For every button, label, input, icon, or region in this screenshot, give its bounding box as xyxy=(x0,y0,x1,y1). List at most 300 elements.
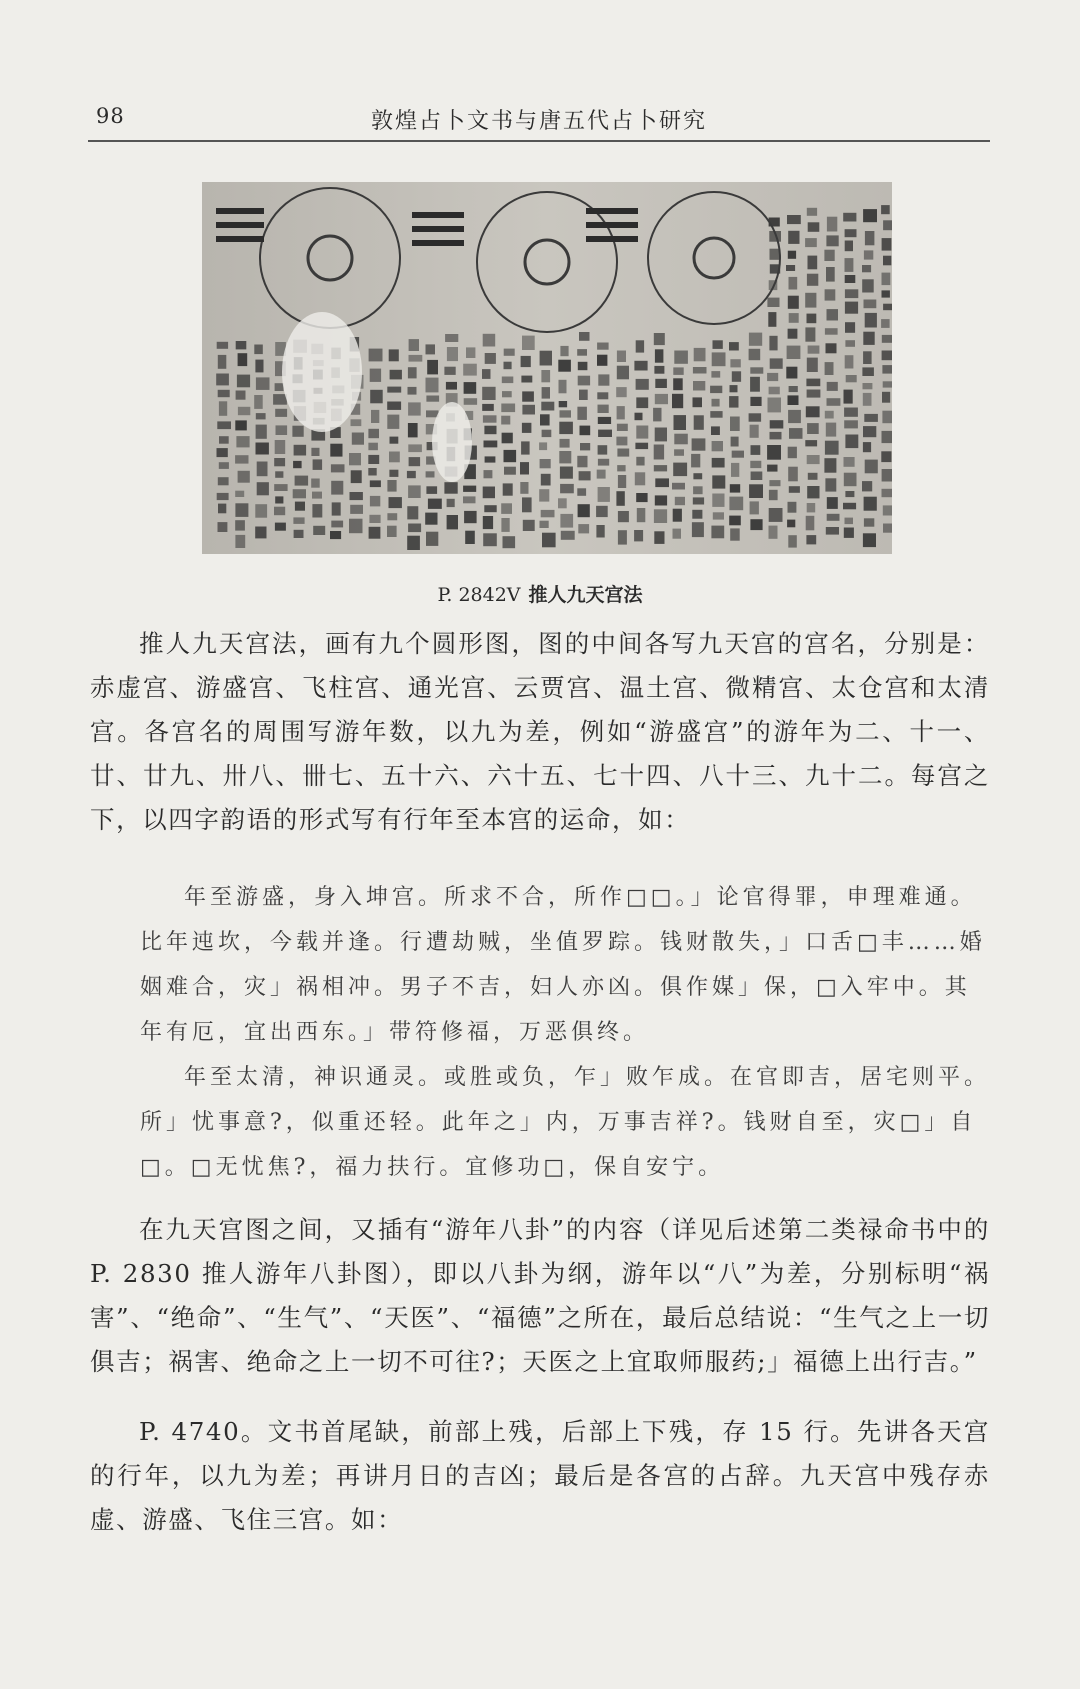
manuscript-glyph xyxy=(654,465,667,471)
manuscript-glyph xyxy=(463,486,476,492)
manuscript-glyph xyxy=(825,289,836,300)
manuscript-glyph xyxy=(788,231,799,244)
manuscript-glyph xyxy=(387,415,399,429)
manuscript-glyph xyxy=(444,482,457,494)
manuscript-glyph xyxy=(863,332,874,345)
manuscript-glyph xyxy=(806,379,820,387)
manuscript-glyph xyxy=(881,205,890,214)
manuscript-glyph xyxy=(522,405,535,415)
manuscript-glyph xyxy=(408,444,422,452)
manuscript-glyph xyxy=(256,377,270,390)
manuscript-glyph xyxy=(541,510,555,517)
manuscript-glyph xyxy=(826,267,835,282)
manuscript-glyph xyxy=(863,393,872,406)
manuscript-glyph xyxy=(578,362,588,370)
manuscript-glyph xyxy=(235,491,244,497)
manuscript-glyph xyxy=(808,473,818,480)
manuscript-glyph xyxy=(789,386,798,392)
manuscript-glyph xyxy=(786,265,795,271)
manuscript-glyph xyxy=(865,313,877,328)
manuscript-glyph xyxy=(235,455,248,463)
manuscript-glyph xyxy=(255,360,263,373)
manuscript-glyph xyxy=(864,300,877,309)
manuscript-glyph xyxy=(218,477,229,485)
manuscript-glyph xyxy=(368,455,379,464)
manuscript-glyph xyxy=(616,387,627,397)
manuscript-glyph xyxy=(617,351,626,363)
manuscript-glyph xyxy=(501,416,510,425)
manuscript-glyph xyxy=(881,319,890,328)
manuscript-glyph xyxy=(504,450,517,462)
manuscript-glyph xyxy=(750,501,759,514)
manuscript-glyph xyxy=(218,355,227,369)
manuscript-glyph xyxy=(236,391,246,400)
manuscript-glyph xyxy=(845,275,856,283)
manuscript-glyph xyxy=(447,347,458,361)
manuscript-glyph xyxy=(294,530,304,538)
manuscript-glyph xyxy=(522,423,532,433)
manuscript-glyph xyxy=(559,401,567,407)
manuscript-glyph xyxy=(751,472,763,481)
manuscript-glyph xyxy=(750,397,761,406)
manuscript-glyph xyxy=(237,375,250,388)
manuscript-glyph xyxy=(483,533,497,546)
manuscript-glyph xyxy=(827,514,840,521)
manuscript-glyph xyxy=(767,465,777,472)
manuscript-glyph xyxy=(864,414,878,422)
manuscript-glyph xyxy=(218,522,228,532)
running-header xyxy=(88,100,990,142)
manuscript-glyph xyxy=(596,525,604,538)
manuscript-glyph xyxy=(673,367,683,375)
manuscript-glyph xyxy=(881,451,891,462)
manuscript-glyph xyxy=(807,503,816,512)
manuscript-glyph xyxy=(883,256,891,266)
manuscript-glyph xyxy=(863,209,877,222)
body-paragraph: P. 4740。文书首尾缺，前部上残，后部上下残，存 15 行。先讲各天宫的行年，以九为差；再讲月日的吉凶；最后是各宫的占辞。九天宫中残存赤虚、游盛、飞住三宫。如： xyxy=(90,1417,990,1534)
manuscript-glyph xyxy=(501,503,512,514)
manuscript-glyph xyxy=(466,347,475,358)
manuscript-glyph xyxy=(501,404,515,413)
manuscript-glyph xyxy=(636,493,647,502)
manuscript-glyph xyxy=(598,445,608,454)
manuscript-glyph xyxy=(217,448,228,457)
manuscript-glyph xyxy=(767,373,778,381)
manuscript-glyph xyxy=(447,499,455,507)
manuscript-glyph xyxy=(292,426,303,437)
manuscript-glyph xyxy=(729,396,738,408)
manuscript-glyph xyxy=(788,251,796,259)
manuscript-glyph xyxy=(387,513,397,520)
manuscript-glyph xyxy=(693,497,704,504)
manuscript-glyph xyxy=(731,437,739,447)
manuscript-glyph xyxy=(275,383,284,391)
manuscript-glyph xyxy=(426,532,438,546)
manuscript-glyph xyxy=(257,462,268,477)
manuscript-glyph xyxy=(692,438,706,450)
manuscript-glyph xyxy=(883,524,892,533)
manuscript-glyph xyxy=(882,238,892,251)
manuscript-glyph xyxy=(370,390,383,404)
manuscript-glyph xyxy=(539,442,547,450)
manuscript-glyph xyxy=(294,445,307,456)
manuscript-illustration xyxy=(202,182,892,554)
manuscript-glyph xyxy=(824,458,836,473)
manuscript-glyph xyxy=(446,382,457,390)
manuscript-glyph xyxy=(254,345,262,355)
manuscript-glyph xyxy=(523,520,535,531)
manuscript-glyph xyxy=(711,426,720,435)
manuscript-glyph xyxy=(750,519,762,530)
manuscript-glyph xyxy=(654,445,664,460)
manuscript-glyph xyxy=(674,351,688,364)
manuscript-glyph xyxy=(882,290,890,297)
manuscript-glyph xyxy=(276,425,288,435)
manuscript-glyph xyxy=(730,528,740,540)
manuscript-glyph xyxy=(788,535,797,547)
manuscript-glyph xyxy=(807,423,819,434)
manuscript-glyph xyxy=(863,442,871,452)
manuscript-glyph xyxy=(407,506,418,519)
manuscript-glyph xyxy=(843,213,856,222)
manuscript-glyph xyxy=(369,349,383,362)
manuscript-glyph xyxy=(788,467,798,482)
manuscript-glyph xyxy=(806,535,816,544)
manuscript-glyph xyxy=(485,353,496,364)
manuscript-glyph xyxy=(729,497,743,511)
manuscript-glyph xyxy=(218,504,226,514)
manuscript-glyph xyxy=(844,390,853,404)
manuscript-glyph xyxy=(711,526,724,539)
manuscript-glyph xyxy=(389,470,398,477)
manuscript-glyph xyxy=(579,471,591,480)
manuscript-glyph xyxy=(330,531,341,539)
manuscript-glyph xyxy=(368,443,378,451)
manuscript-glyph xyxy=(788,395,799,405)
manuscript-glyph xyxy=(368,468,376,476)
manuscript-glyph xyxy=(767,445,781,460)
manuscript-glyph xyxy=(845,302,858,314)
manuscript-glyph xyxy=(542,430,552,437)
manuscript-glyph xyxy=(275,523,286,531)
manuscript-glyph xyxy=(749,349,761,360)
manuscript-glyph xyxy=(655,394,668,404)
manuscript-glyph xyxy=(883,220,892,230)
manuscript-glyph xyxy=(882,351,892,361)
manuscript-glyph xyxy=(805,327,815,341)
manuscript-glyph xyxy=(370,480,381,487)
manuscript-glyph xyxy=(352,433,364,445)
manuscript-glyph xyxy=(767,298,779,307)
manuscript-glyph xyxy=(409,457,421,466)
manuscript-glyph xyxy=(522,336,535,350)
manuscript-glyph xyxy=(349,453,361,465)
manuscript-glyph xyxy=(387,526,397,537)
manuscript-glyph xyxy=(371,410,379,423)
manuscript-glyph xyxy=(713,512,724,519)
manuscript-glyph xyxy=(805,293,816,308)
manuscript-glyph xyxy=(577,456,587,468)
manuscript-glyph xyxy=(844,473,857,487)
manuscript-glyph xyxy=(786,367,797,379)
caption-code: P. 2842V xyxy=(437,584,521,606)
manuscript-glyph xyxy=(274,484,287,491)
manuscript-glyph xyxy=(845,229,857,237)
manuscript-glyph xyxy=(788,502,797,513)
manuscript-glyph xyxy=(560,346,568,356)
manuscript-glyph xyxy=(750,425,759,438)
manuscript-glyph xyxy=(521,356,531,367)
manuscript-glyph xyxy=(331,464,345,472)
manuscript-glyph xyxy=(390,370,402,380)
manuscript-glyph xyxy=(387,480,396,492)
manuscript-glyph xyxy=(862,279,874,292)
manuscript-glyph xyxy=(787,520,795,528)
manuscript-glyph xyxy=(844,528,854,538)
manuscript-glyph xyxy=(484,505,496,512)
manuscript-glyph xyxy=(882,392,890,403)
quoted-passage: 年至太清，神识通灵。或胜或负，乍」败乍成。在官即吉，居宅则平。所」忧事意?，似重还轻。此年之」内，万事吉祥?。钱财自至，灾□」自□。□无忧焦?，福力扶行。宜修功□，保自安宁。 xyxy=(140,1065,991,1180)
manuscript-glyph xyxy=(521,441,530,454)
manuscript-glyph xyxy=(254,395,263,409)
manuscript-glyph xyxy=(807,314,817,324)
manuscript-glyph xyxy=(769,526,778,539)
manuscript-glyph xyxy=(255,527,266,539)
manuscript-glyph xyxy=(579,332,590,341)
manuscript-glyph xyxy=(464,398,477,405)
manuscript-glyph xyxy=(712,352,726,366)
running-title: 敦煌占卜文书与唐五代占卜研究 xyxy=(370,109,707,134)
manuscript-glyph xyxy=(426,471,435,477)
figure-caption xyxy=(0,580,1080,607)
manuscript-glyph xyxy=(827,217,837,232)
manuscript-glyph xyxy=(730,359,740,367)
manuscript-glyph xyxy=(351,419,362,426)
manuscript-glyph xyxy=(465,531,475,544)
manuscript-glyph xyxy=(769,387,780,395)
manuscript-glyph xyxy=(426,344,436,354)
manuscript-glyph xyxy=(692,510,702,519)
manuscript-glyph xyxy=(408,485,421,498)
manuscript-glyph xyxy=(618,511,629,522)
manuscript-glyph xyxy=(653,408,661,422)
manuscript-glyph xyxy=(864,497,877,511)
body-paragraph: 推人九天宫法，画有九个圆形图，图的中间各写九天宫的宫名，分别是：赤虚宫、游盛宫、飞柱宫、通光宫、云贾宫、温土宫、微精宫、太仓宫和太清宫。各宫名的周围写游年数，以九为差，例如“游盛宫”的游年为二、十一、廿、廿九、卅八、卌七、五十六、六十五、七十四、八十三、九十二。每宫之下，以四字韵语的形式写有行年至本宫的运命，如： xyxy=(90,629,990,834)
body-paragraph: 在九天宫图之间，又插有“游年八卦”的内容（详见后述第二类禄命书中的 P. 2830 推人游年八卦图），即以八卦为纲，游年以“八”为差，分别标明“祸害”、“绝命”、“生气”、“天医”、“福德”之所在，最后总结说：“生气之上一切俱吉；祸害、绝命之上一切不可往?；天医之上宜取师服药;」福德上出行吉。” xyxy=(90,1215,990,1376)
manuscript-glyph xyxy=(693,473,702,479)
manuscript-glyph xyxy=(712,458,725,468)
manuscript-glyph xyxy=(693,367,707,374)
manuscript-glyph xyxy=(882,469,892,482)
manuscript-glyph xyxy=(236,341,247,349)
manuscript-glyph xyxy=(808,256,818,270)
manuscript-glyph xyxy=(256,425,267,439)
manuscript-glyph xyxy=(368,429,379,438)
manuscript-glyph xyxy=(238,353,248,366)
manuscript-glyph xyxy=(693,397,703,407)
manuscript-glyph xyxy=(730,417,740,432)
manuscript-glyph xyxy=(770,420,784,428)
manuscript-glyph xyxy=(827,398,841,406)
manuscript-glyph xyxy=(560,410,572,417)
caption-title: 推人九天宫法 xyxy=(528,584,643,606)
manuscript-glyph xyxy=(864,250,873,259)
manuscript-glyph xyxy=(805,238,817,247)
manuscript-glyph xyxy=(635,413,643,421)
manuscript-glyph xyxy=(769,480,780,486)
manuscript-glyph xyxy=(351,470,362,483)
manuscript-glyph xyxy=(330,444,342,457)
manuscript-glyph xyxy=(655,379,667,388)
manuscript-glyph xyxy=(864,518,874,526)
manuscript-glyph xyxy=(482,369,491,379)
manuscript-glyph xyxy=(484,470,493,478)
manuscript-glyph xyxy=(862,265,871,272)
manuscript-glyph xyxy=(425,513,437,525)
quoted-passage: 年至游盛，身入坤宫。所求不合，所作□□。」论官得罪，申理难通。比年迍坎，今载并逢。行遭劫贼，坐值罗踪。钱财散失，」口舌□丰……婚姻难合，灾」祸相冲。男子不吉，妇人亦凶。俱作媒」保，□入牢中。其年有厄，宜出西东。」带符修福，万恶俱终。 xyxy=(140,885,986,1045)
manuscript-glyph xyxy=(275,471,283,478)
manuscript-glyph xyxy=(426,410,439,417)
manuscript-glyph xyxy=(578,376,590,386)
manuscript-glyph xyxy=(672,394,683,408)
manuscript-glyph xyxy=(826,423,836,437)
manuscript-glyph xyxy=(447,515,458,529)
manuscript-glyph xyxy=(749,484,763,498)
manuscript-glyph xyxy=(827,497,838,509)
manuscript-glyph xyxy=(618,530,627,544)
manuscript-glyph xyxy=(504,467,516,475)
manuscript-glyph xyxy=(274,458,285,466)
manuscript-glyph xyxy=(862,367,874,376)
manuscript-glyph xyxy=(541,474,551,486)
manuscript-glyph xyxy=(312,492,322,499)
manuscript-glyph xyxy=(618,475,626,488)
manuscript-glyph xyxy=(787,346,801,359)
manuscript-glyph xyxy=(558,498,567,508)
manuscript-glyph xyxy=(674,415,687,430)
manuscript-glyph xyxy=(218,390,230,397)
manuscript-glyph xyxy=(770,249,780,260)
manuscript-glyph xyxy=(826,235,838,246)
manuscript-glyph xyxy=(390,437,399,444)
manuscript-glyph xyxy=(235,503,248,517)
manuscript-glyph xyxy=(598,430,612,437)
manuscript-glyph xyxy=(408,402,421,415)
manuscript-glyph xyxy=(408,367,417,378)
manuscript-glyph xyxy=(674,449,684,456)
manuscript-glyph xyxy=(409,355,423,362)
manuscript-glyph xyxy=(332,502,341,515)
manuscript-glyph xyxy=(713,340,723,349)
manuscript-glyph xyxy=(520,462,529,474)
manuscript-glyph xyxy=(482,404,494,411)
manuscript-glyph xyxy=(463,496,476,503)
manuscript-glyph xyxy=(863,426,876,437)
manuscript-glyph xyxy=(369,527,381,539)
manuscript-glyph xyxy=(616,491,624,506)
manuscript-glyph xyxy=(844,408,858,417)
manuscript-glyph xyxy=(692,522,704,537)
manuscript-glyph xyxy=(807,390,821,398)
manuscript-glyph xyxy=(845,340,855,347)
manuscript-glyph xyxy=(789,313,799,323)
manuscript-glyph xyxy=(654,333,665,345)
manuscript-glyph xyxy=(769,508,783,522)
manuscript-glyph xyxy=(501,518,509,532)
manuscript-glyph xyxy=(542,387,550,399)
manuscript-glyph xyxy=(313,526,325,535)
manuscript-glyph xyxy=(806,516,815,531)
manuscript-photo xyxy=(202,182,892,554)
manuscript-glyph xyxy=(616,437,627,446)
manuscript-glyph xyxy=(256,413,266,419)
manuscript-glyph xyxy=(788,410,801,423)
manuscript-glyph xyxy=(673,509,682,522)
manuscript-glyph xyxy=(370,496,380,507)
manuscript-glyph xyxy=(808,222,820,232)
manuscript-glyph xyxy=(846,375,857,382)
manuscript-glyph xyxy=(350,505,363,514)
manuscript-glyph xyxy=(730,385,738,392)
manuscript-glyph xyxy=(789,428,803,439)
manuscript-glyph xyxy=(636,397,648,408)
manuscript-glyph xyxy=(598,405,609,413)
manuscript-glyph xyxy=(711,371,720,378)
manuscript-glyph xyxy=(789,277,798,290)
manuscript-glyph xyxy=(311,479,320,488)
manuscript-glyph xyxy=(655,495,667,505)
manuscript-glyph xyxy=(293,489,306,498)
manuscript-glyph xyxy=(580,443,590,450)
manuscript-glyph xyxy=(882,365,892,374)
manuscript-glyph xyxy=(408,423,418,437)
manuscript-glyph xyxy=(636,426,648,439)
manuscript-glyph xyxy=(634,361,647,371)
manuscript-glyph xyxy=(540,351,552,366)
manuscript-glyph xyxy=(275,409,287,417)
manuscript-glyph xyxy=(331,481,343,495)
manuscript-glyph xyxy=(750,461,761,468)
manuscript-glyph xyxy=(654,366,664,374)
manuscript-glyph xyxy=(217,421,231,429)
manuscript-glyph xyxy=(219,401,227,416)
manuscript-glyph xyxy=(827,382,838,391)
manuscript-glyph xyxy=(768,312,776,327)
manuscript-glyph xyxy=(673,463,687,477)
manuscript-glyph xyxy=(865,231,875,245)
manuscript-glyph xyxy=(484,441,498,448)
manuscript-glyph xyxy=(844,457,855,467)
manuscript-glyph xyxy=(331,521,343,528)
manuscript-glyph xyxy=(845,289,858,298)
manuscript-glyph xyxy=(522,391,534,401)
manuscript-glyph xyxy=(597,470,606,479)
manuscript-glyph xyxy=(882,489,893,497)
manuscript-glyph xyxy=(883,505,892,515)
manuscript-glyph xyxy=(235,520,245,530)
manuscript-glyph xyxy=(561,531,575,540)
manuscript-glyph xyxy=(580,426,591,436)
manuscript-glyph xyxy=(408,387,417,395)
manuscript-glyph xyxy=(597,343,609,350)
manuscript-glyph xyxy=(712,494,724,507)
manuscript-glyph xyxy=(445,334,458,342)
manuscript-glyph xyxy=(559,451,571,463)
manuscript-glyph xyxy=(597,355,607,366)
manuscript-glyph xyxy=(863,383,873,389)
manuscript-glyph xyxy=(655,428,667,442)
manuscript-glyph xyxy=(710,386,722,393)
